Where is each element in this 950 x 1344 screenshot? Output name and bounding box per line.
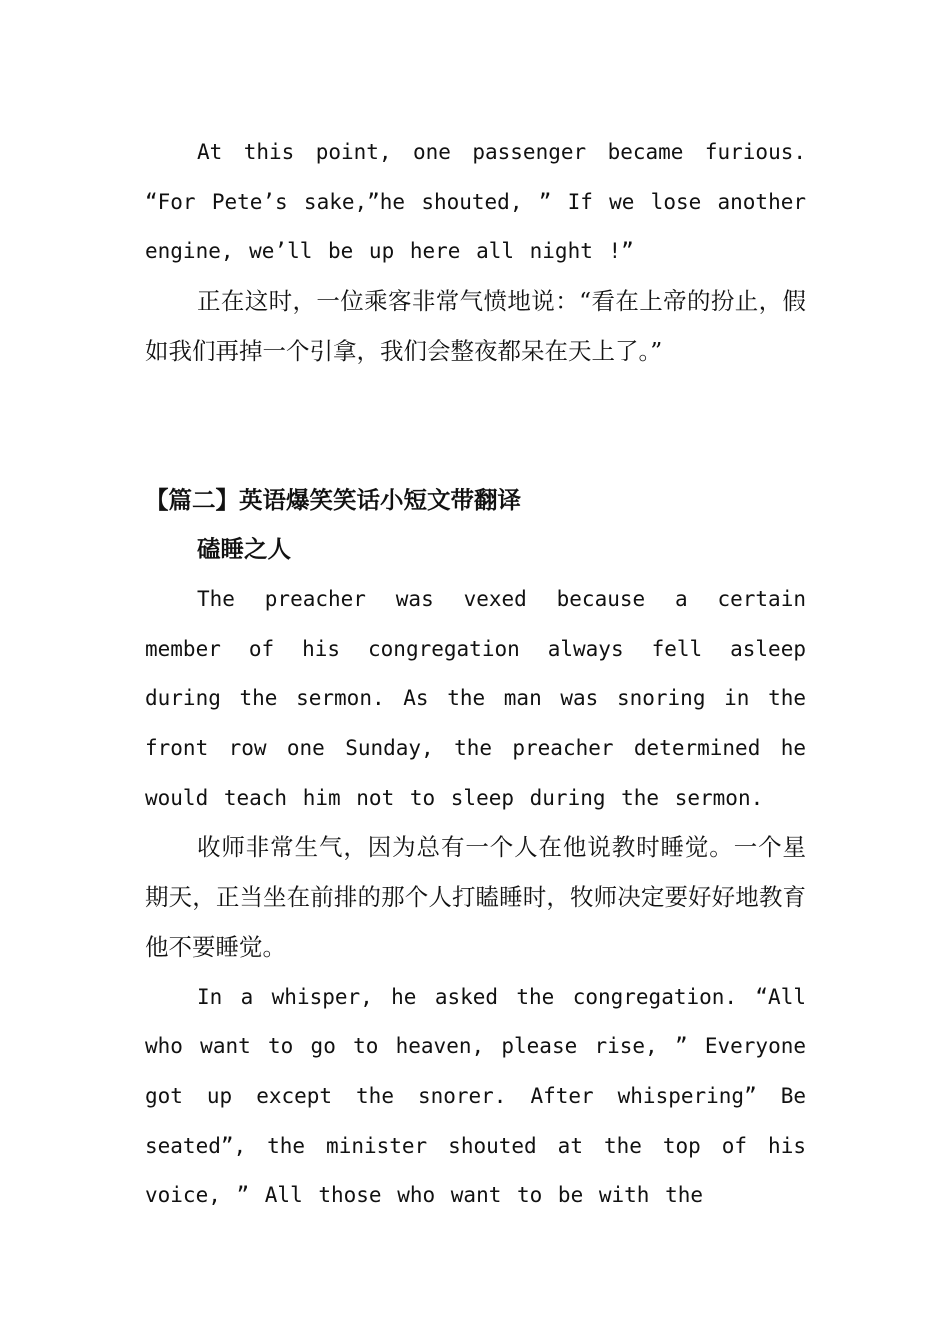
paragraph-passenger-english: At this point, one passenger became furious. “For Pete’s sake,”he shouted, ” If we lose another engine, we’ll be up here all night !”	[145, 140, 806, 264]
document-page	[145, 128, 806, 1221]
paragraph-whisper-english: In a whisper, he asked the congregation. “All who want to go to heaven, please rise, ” Everyone got up except the snorer. After whispering” Be seated”, the minister shouted at the top of his voice, ” All those who want to be with the	[145, 984, 806, 1208]
paragraph-preacher-chinese: 收师非常生气，因为总有一个人在他说教时睡觉。一个星期天，正当坐在前排的那个人打瞌睡时，牧师决定要好好地教育他不要睡觉。	[145, 833, 806, 961]
paragraph-preacher-english: The preacher was vexed because a certain member of his congregation always fell asleep during the sermon. As the man was snoring in the front row one Sunday, the preacher determined he would teach him not to sleep during the sermon.	[145, 586, 806, 810]
section-gap	[145, 377, 806, 476]
story-title: 磕睡之人	[197, 535, 291, 564]
section-heading: 【篇二】英语爆笑笑话小短文带翻译	[145, 485, 521, 514]
paragraph-passenger-chinese: 正在这时，一位乘客非常气愤地说：“看在上帝的扮止，假如我们再掉一个引拿，我们会整夜都呆在天上了。”	[145, 287, 806, 365]
